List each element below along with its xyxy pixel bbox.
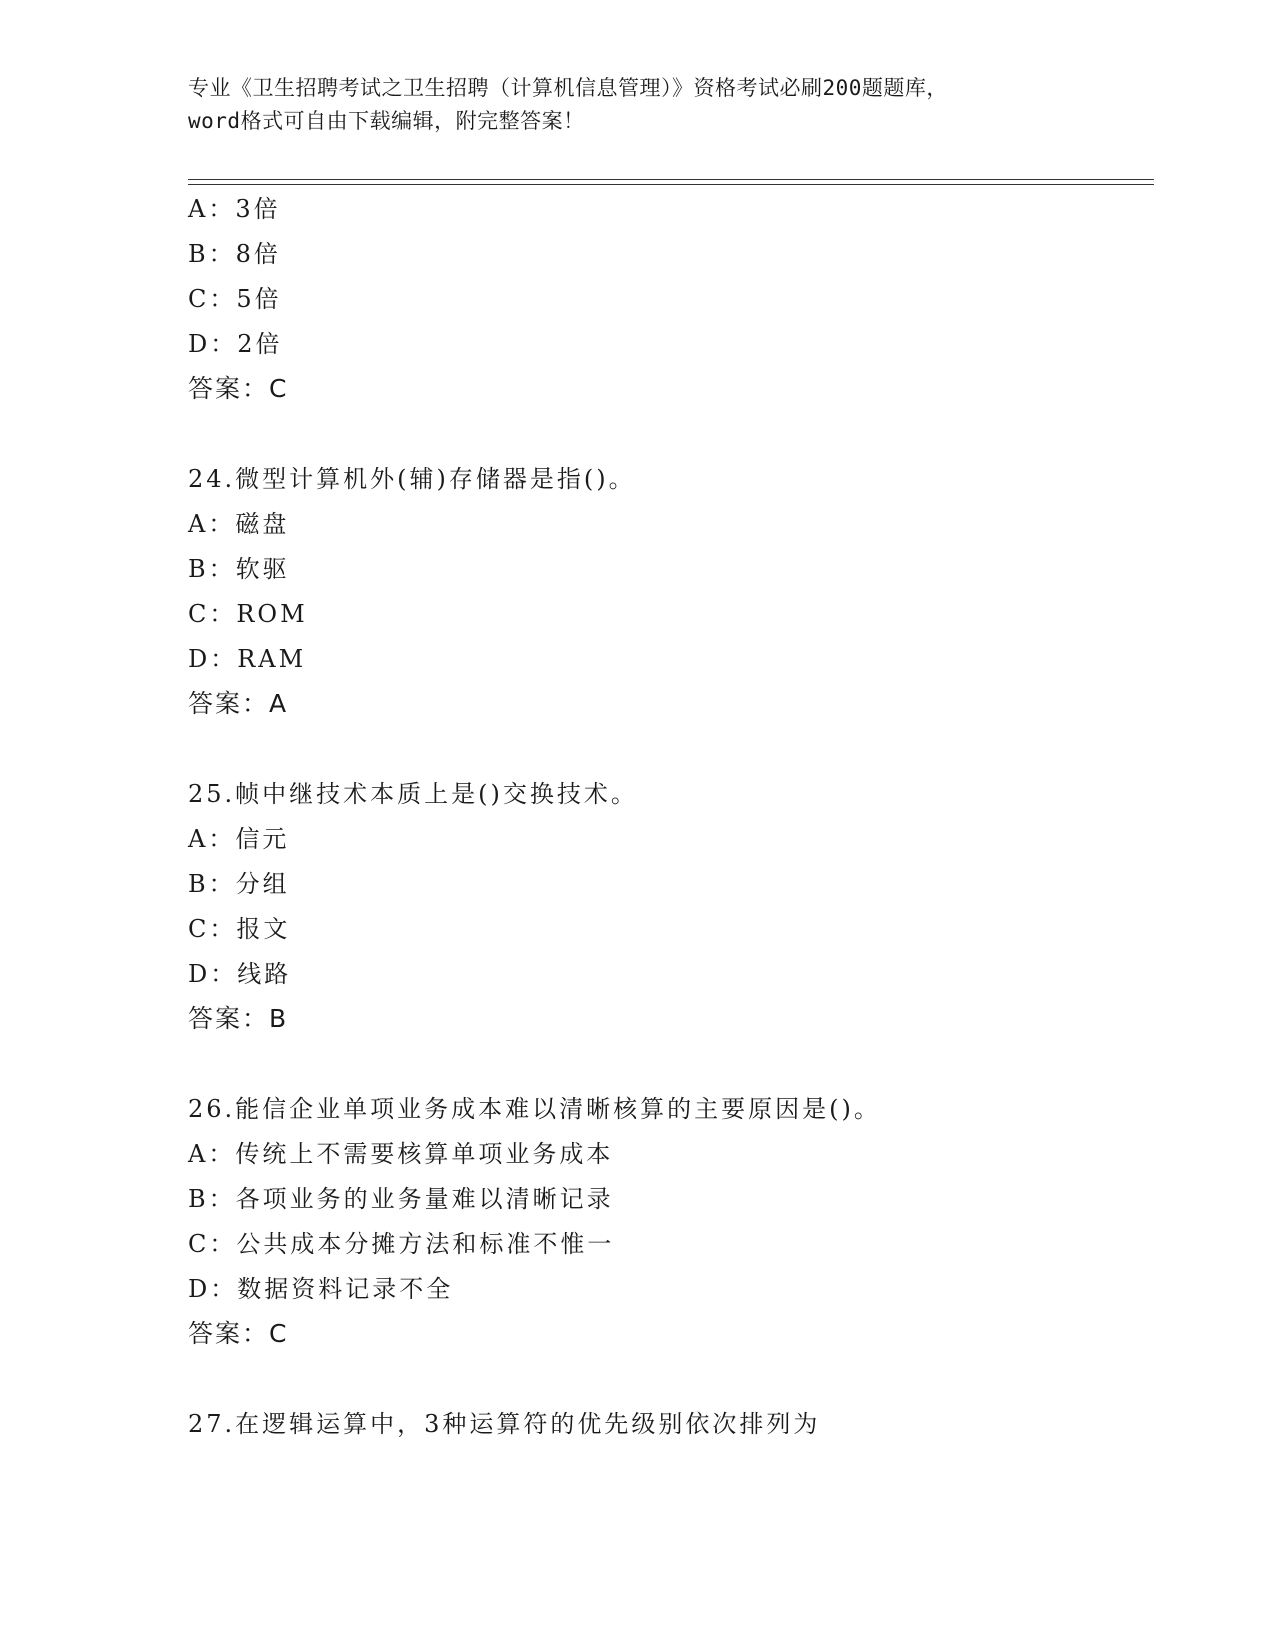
- question-26: 26.能信企业单项业务成本难以清晰核算的主要原因是()。: [188, 1095, 881, 1123]
- option-c-q25: C：报文: [188, 915, 291, 943]
- option-a-q24: A：磁盘: [188, 510, 290, 538]
- answer-q24: 答案：A: [188, 689, 289, 718]
- option-c-q24: C：ROM: [188, 600, 308, 628]
- header-line-2: word格式可自由下载编辑，附完整答案！: [188, 109, 585, 133]
- question-24: 24.微型计算机外(辅)存储器是指()。: [188, 465, 636, 493]
- option-d-q24: D：RAM: [188, 645, 307, 673]
- option-c-q23: C：5倍: [188, 285, 282, 313]
- option-a-q26: A：传统上不需要核算单项业务成本: [188, 1140, 614, 1168]
- option-d-q26: D：数据资料记录不全: [188, 1275, 454, 1303]
- answer-q26: 答案：C: [188, 1319, 289, 1348]
- option-b-q26: B：各项业务的业务量难以清晰记录: [188, 1185, 614, 1213]
- header-divider-bottom: [188, 184, 1154, 185]
- question-27: 27.在逻辑运算中，3种运算符的优先级别依次排列为: [188, 1410, 821, 1438]
- header-divider-top: [188, 179, 1154, 180]
- answer-q23: 答案：C: [188, 374, 289, 403]
- question-25: 25.帧中继技术本质上是()交换技术。: [188, 780, 638, 808]
- option-b-q23: B：8倍: [188, 240, 281, 268]
- option-a-q23: A：3倍: [188, 195, 281, 223]
- document-header: [188, 72, 1088, 138]
- answer-q25: 答案：B: [188, 1004, 289, 1033]
- header-line-1: 专业《卫生招聘考试之卫生招聘（计算机信息管理）》资格考试必刷200题题库，: [188, 76, 948, 100]
- option-d-q25: D：线路: [188, 960, 292, 988]
- option-d-q23: D：2倍: [188, 330, 283, 358]
- option-b-q24: B：软驱: [188, 555, 290, 583]
- option-b-q25: B：分组: [188, 870, 290, 898]
- option-c-q26: C：公共成本分摊方法和标准不惟一: [188, 1230, 615, 1258]
- option-a-q25: A：信元: [188, 825, 290, 853]
